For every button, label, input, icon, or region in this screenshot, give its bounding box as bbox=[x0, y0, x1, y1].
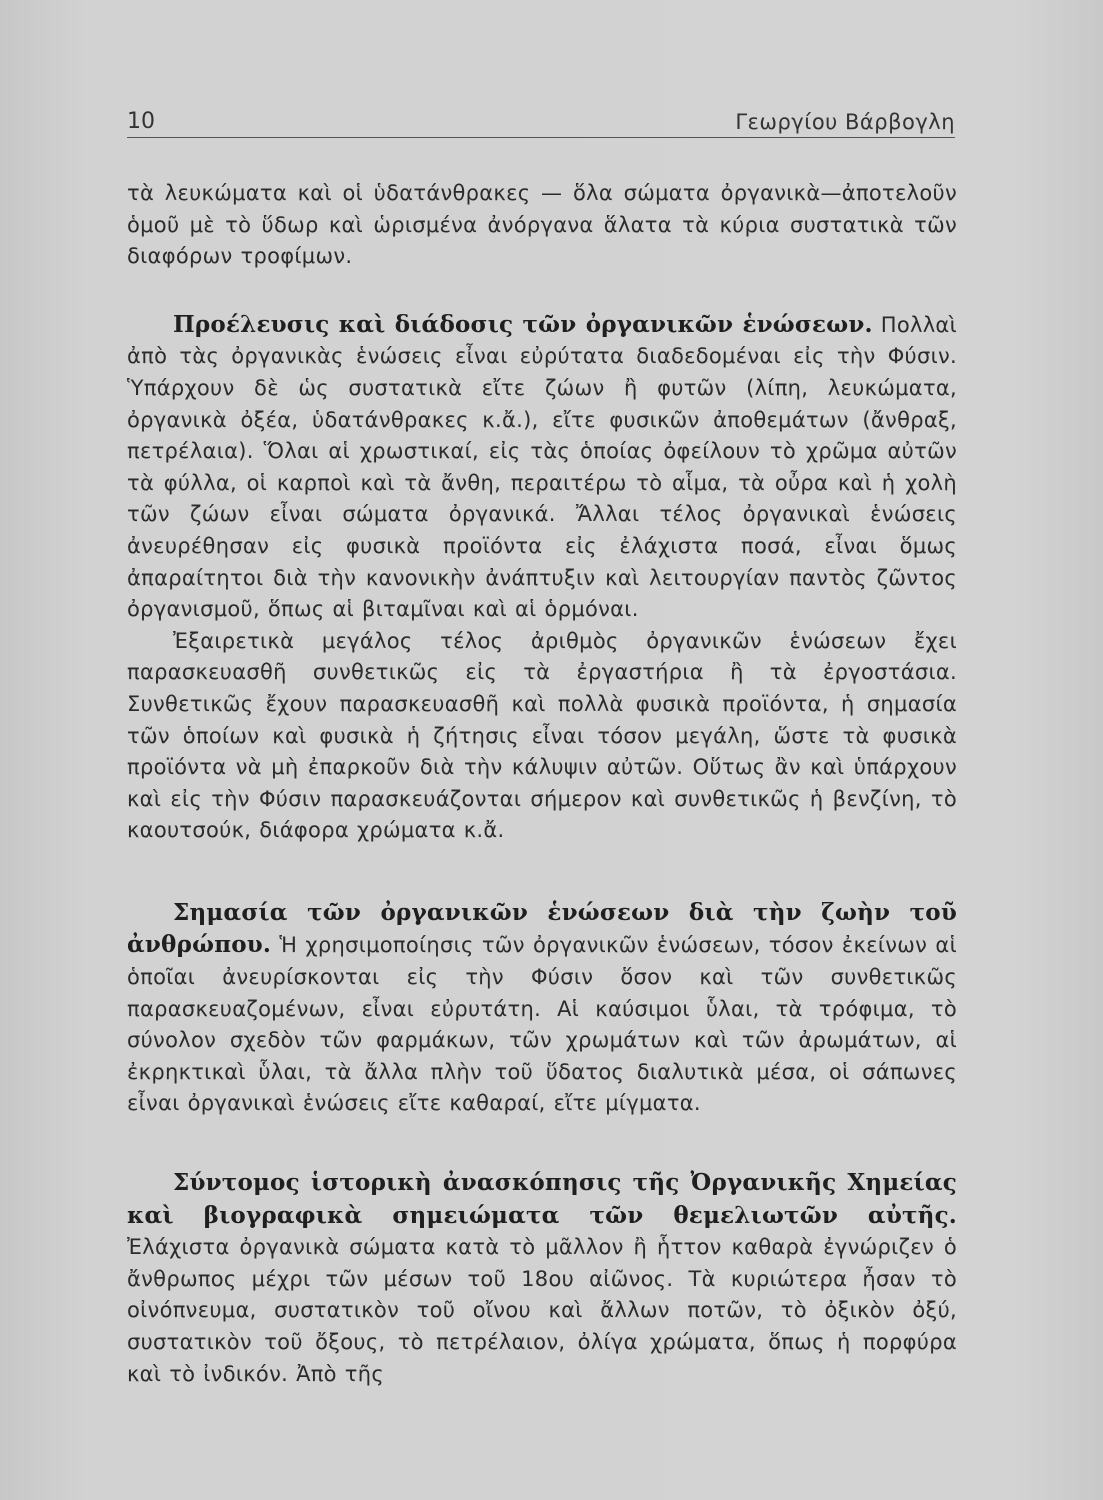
section-origin bbox=[127, 309, 957, 626]
paragraph-text: Ἐλάχιστα ὀργανικὰ σώματα κατὰ τὸ μᾶλλον ἢ ἧττον καθαρὰ ἐγνώριζεν ὁ ἄνθρωπος μέχρι τῶν μέσων τοῦ 18ου αἰῶνος. Τὰ κυριώτερα ἦσαν τὸ οἰνόπνευμα, συστατικὸν τοῦ οἴνου καὶ ἄλλων ποτῶν, τὸ ὀξικὸν ὀξύ, συστατικὸν τοῦ ὄξους, τὸ πετρέλαιον, ὀλίγα χρώματα, ὅπως ἡ πορφύρα καὶ τὸ ἰνδικόν. Ἀπὸ τῆς bbox=[127, 1235, 957, 1386]
section-heading: Σύντομος ἱστορικὴ ἀνασκόπησις τῆς Ὀργανικῆς Χημείας καὶ βιογραφικὰ σημειώματα τῶν θεμελιωτῶν αὐτῆς. bbox=[127, 1169, 957, 1229]
paragraph-text: Ἐξαιρετικὰ μεγάλος τέλος ἀριθμὸς ὀργανικῶν ἑνώσεων ἔχει παρασκευασθῆ συνθετικῶς εἰς τὰ ἐργαστήρια ἢ τὰ ἐργοστάσια. Συνθετικῶς ἔχουν παρασκευασθῆ καὶ πολλὰ φυσικὰ προϊόντα, ἡ σημασία τῶν ὁποίων καὶ φυσικὰ ἡ ζήτησις εἶναι τόσον μεγάλη, ὥστε τὰ φυσικὰ προϊόντα νὰ μὴ ἐπαρκοῦν διὰ τὴν κάλυψιν αὐτῶν. Οὕτως ἂν καὶ ὑπάρχουν καὶ εἰς τὴν Φύσιν παρασκευάζονται σήμερον καὶ συνθετικῶς ἡ βενζίνη, τὸ καουτσούκ, διάφορα χρώματα κ.ἄ. bbox=[127, 628, 957, 843]
section-heading: Σημασία τῶν ὀργανικῶν ἑνώσεων διὰ τὴν ζωὴν τοῦ ἀνθρώπου. bbox=[127, 898, 957, 959]
page-header bbox=[127, 98, 955, 138]
paragraph-text: Πολλαὶ ἀπὸ τὰς ὀργανικὰς ἑνώσεις εἶναι εὐρύτατα διαδεδομέναι εἰς τὴν Φύσιν. Ὑπάρχουν δὲ ὡς συστατικὰ εἴτε ζώων ἢ φυτῶν (λίπη, λευκώματα, ὀργανικὰ ὀξέα, ὑδατάνθρακες κ.ἄ.), εἴτε φυσικῶν ἀποθεμάτων (ἄνθραξ, πετρέλαια). Ὅλαι αἱ χρωστικαί, εἰς τὰς ὁποίας ὀφείλουν τὸ χρῶμα αὐτῶν τὰ φύλλα, οἱ καρποὶ καὶ τὰ ἄνθη, περαιτέρω τὸ αἷμα, τὰ οὖρα καὶ ἡ χολὴ τῶν ζώων εἶναι σώματα ὀργανικά. Ἄλλαι τέλος ὀργανικαὶ ἑνώσεις ἀνευρέθησαν εἰς φυσικὰ προϊόντα εἰς ἐλάχιστα ποσά, εἶναι ὅμως ἀπαραίτητοι διὰ τὴν κανονικὴν ἀνάπτυξιν καὶ λειτουργίαν παντὸς ζῶντος ὀργανισμοῦ, ὅπως αἱ βιταμῖναι καὶ αἱ ὁρμόναι. bbox=[127, 312, 957, 622]
running-head: Γεωργίου Βάρβογλη bbox=[735, 110, 955, 134]
section-history bbox=[127, 1167, 957, 1390]
section-importance bbox=[127, 897, 957, 1120]
page-number: 10 bbox=[127, 109, 155, 134]
section-heading: Προέλευσις καὶ διάδοσις τῶν ὀργανικῶν ἑνώσεων. bbox=[173, 310, 873, 338]
paragraph-synthetic bbox=[127, 626, 957, 847]
paragraph-text: Ἡ χρησιμοποίησις τῶν ὀργανικῶν ἑνώσεων, τόσον ἐκείνων αἱ ὁποῖαι ἀνευρίσκονται εἰς τὴν Φύσιν ὅσον καὶ τῶν συνθετικῶς παρασκευαζομένων, εἶναι εὐρυτάτη. Αἱ καύσιμοι ὗλαι, τὰ τρόφιμα, τὸ σύνολον σχεδὸν τῶν φαρμάκων, τῶν χρωμάτων καὶ τῶν ἀρωμάτων, αἱ ἐκρηκτικαὶ ὗλαι, τὰ ἄλλα πλὴν τοῦ ὕδατος διαλυτικὰ μέσα, οἱ σάπωνες εἶναι ὀργανικαὶ ἑνώσεις εἴτε καθαραί, εἴτε μίγματα. bbox=[127, 933, 957, 1116]
page-body bbox=[127, 178, 957, 1390]
paragraph-text: τὰ λευκώματα καὶ οἱ ὑδατάνθρακες — ὅλα σώματα ὀργανικὰ—ἀποτελοῦν ὁμοῦ μὲ τὸ ὕδωρ καὶ ὡρισμένα ἀνόργανα ἅλατα τὰ κύρια συστατικὰ τῶν διαφόρων τροφίμων. bbox=[127, 181, 957, 269]
paragraph-continuation bbox=[127, 178, 957, 273]
